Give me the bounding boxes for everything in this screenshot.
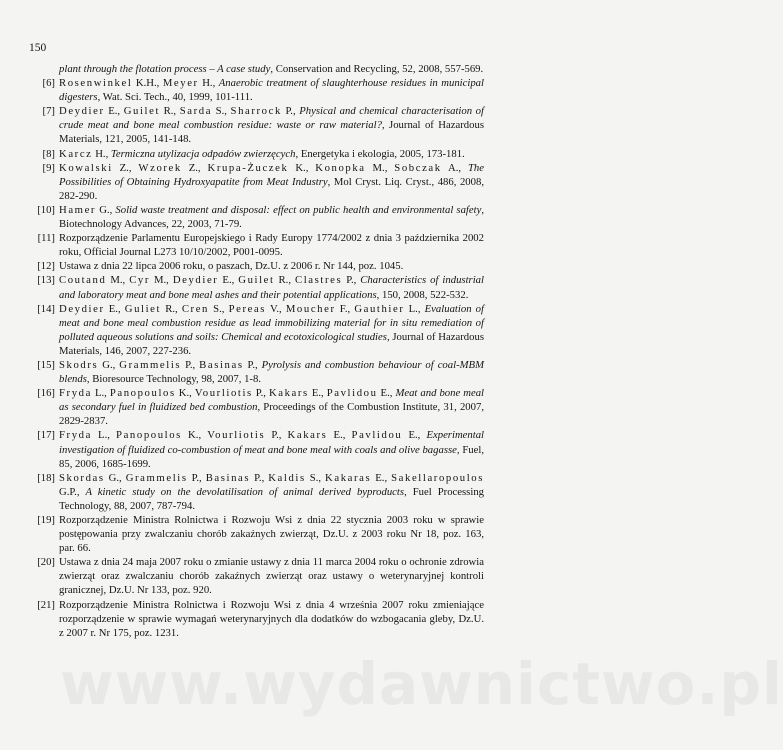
reference-text: E.,: [377, 387, 396, 400]
reference-entry: [29, 259, 484, 273]
reference-author: Gauthier: [354, 302, 405, 315]
reference-text: G.,: [104, 471, 126, 484]
reference-entry: [29, 471, 484, 513]
reference-text: Ustawa z dnia 22 lipca 2006 roku, o paszach, Dz.U. z 2006 r. Nr 144, poz. 1045.: [59, 260, 404, 273]
reference-text: E.,: [308, 387, 327, 400]
reference-author: Sakellaropoulos: [391, 471, 484, 484]
reference-text: , Bioresource Technology, 98, 2007, 1-8.: [86, 373, 261, 386]
reference-text: G.,: [98, 358, 120, 371]
reference-author: Kakars: [287, 429, 328, 442]
reference-text: M.,: [365, 161, 395, 174]
reference-text: R.,: [161, 302, 182, 315]
reference-text: , Biotechnology Advances, 22, 2003, 71-79.: [59, 203, 485, 231]
reference-text: H.,: [92, 147, 111, 160]
reference-text: V.,: [266, 302, 286, 315]
reference-author: Kaldis: [268, 471, 306, 484]
reference-text: , Journal of Hazardous Materials, 146, 2007, 227-236.: [59, 330, 484, 357]
reference-number: [16]: [37, 387, 55, 400]
reference-text: , Fuel Processing Technology, 88, 2007, 787-794.: [59, 485, 485, 512]
reference-author: Konopka: [315, 161, 366, 174]
reference-title: A kinetic study on the devolatilisation of animal derived byproducts: [85, 485, 405, 498]
reference-entry: [29, 231, 484, 259]
reference-text: R.,: [274, 274, 295, 287]
reference-text: Z.,: [112, 161, 139, 174]
reference-text: P.,: [181, 358, 200, 371]
reference-title: Experimental investigation of fluidized co-combustion of meat and bone meal with coals and olive bagasse: [59, 429, 485, 456]
reference-text: E.,: [371, 471, 392, 484]
reference-text: K.H.,: [132, 77, 163, 90]
reference-author: Grammelis: [119, 358, 182, 371]
reference-text: Rozporządzenie Ministra Rolnictwa i Rozwoju Wsi z dnia 4 września 2007 roku zmieniające rozporządzenie w sprawie wymagań weterynaryjnych dla dodatków do wzbogacania gleby, Dz.U. z 2007 r. Nr 175, poz. 1231.: [59, 598, 484, 639]
reference-author: Fryda: [59, 429, 92, 442]
reference-author: Rosenwinkel: [59, 77, 133, 90]
reference-entry: [29, 161, 484, 203]
reference-text: , Conservation and Recycling, 52, 2008, 557-569.: [270, 63, 484, 75]
reference-author: Basinas: [199, 358, 244, 371]
reference-number: [21]: [37, 598, 55, 611]
reference-entry: [29, 428, 484, 470]
reference-author: Krupa-Żuczek: [207, 161, 289, 174]
reference-entry: [29, 513, 484, 555]
reference-list: [29, 62, 484, 640]
reference-text: L.,: [404, 302, 425, 315]
reference-text: M.,: [106, 274, 130, 287]
reference-author: Wzorek: [138, 161, 182, 174]
reference-title: Anaerobic treatment of slaughterhouse residues in municipal digesters: [59, 77, 484, 104]
reference-title: Termiczna utylizacja odpadów zwierzęcych: [110, 147, 296, 160]
page-number: 150: [29, 42, 47, 54]
reference-author: Grammelis: [125, 471, 188, 484]
reference-author: Guliet: [124, 302, 162, 315]
reference-text: S.,: [305, 471, 326, 484]
reference-text: , Energetyka i ekologia, 2005, 173-181.: [295, 147, 465, 160]
watermark: www.wydawnictwo.pl: [60, 650, 783, 718]
reference-author: Guilet: [238, 274, 275, 287]
reference-entry: [29, 302, 484, 358]
reference-text: Ustawa z dnia 24 maja 2007 roku o zmianie ustawy z dnia 11 marca 2004 roku o ochronie zdrowia zwierząt oraz zwalczaniu chorób zakaźnych zwierząt oraz ustawy o weterynaryjnej kontroli granicznej, Dz.U. Nr 133, poz. 920.: [59, 556, 484, 597]
reference-author: Vourliotis: [194, 387, 253, 400]
reference-author: Guilet: [123, 105, 161, 118]
reference-number: [18]: [37, 471, 55, 484]
reference-entry: [29, 598, 484, 640]
reference-text: E.,: [104, 302, 125, 315]
reference-text: Rozporządzenie Parlamentu Europejskiego i Rady Europy 1774/2002 z dnia 3 października 2002 roku, Official Journal L273 10/10/2002, P001-0095.: [59, 232, 484, 259]
reference-author: Panopoulos: [116, 429, 182, 442]
reference-author: Basinas: [205, 471, 251, 484]
reference-entry: [29, 358, 484, 386]
reference-author: Coutand: [59, 274, 107, 287]
reference-number: [10]: [37, 203, 55, 216]
reference-number: [19]: [37, 514, 55, 526]
reference-title: Characteristics of industrial and laboratory meat and bone meal ashes and their potential applications: [59, 274, 484, 301]
reference-entry: [29, 147, 484, 161]
reference-number: [20]: [37, 556, 55, 569]
reference-entry: [29, 62, 484, 76]
reference-author: Sharrock: [230, 105, 282, 118]
reference-text: F.,: [335, 302, 355, 315]
reference-text: P.,: [342, 274, 361, 287]
reference-text: K.,: [288, 161, 316, 174]
reference-title: Physical and chemical characterisation of crude meat and bone meal combustion residue: waste or raw material?: [59, 105, 484, 132]
reference-author: Panopoulos: [109, 387, 176, 400]
reference-text: , 150, 2008, 522-532.: [376, 288, 469, 301]
reference-number: [9]: [42, 161, 55, 174]
reference-entry: [29, 104, 484, 146]
reference-entry: [29, 386, 484, 428]
reference-author: Pavlidou: [351, 429, 403, 442]
reference-title: Meat and bone meal as secondary fuel in fluidized bed combustion: [59, 387, 485, 414]
reference-author: Pavlidou: [326, 387, 378, 400]
reference-author: Deydier: [59, 302, 105, 315]
reference-text: S.,: [212, 105, 231, 118]
reference-author: Meyer: [162, 77, 199, 90]
reference-author: Clastres: [295, 274, 343, 287]
reference-author: Sobczak: [394, 161, 442, 174]
reference-text: E.,: [104, 105, 124, 118]
reference-text: L.,: [91, 387, 110, 400]
reference-author: Kakars: [268, 387, 309, 400]
reference-text: Rozporządzenie Ministra Rolnictwa i Rozwoju Wsi z dnia 22 stycznia 2003 roku w sprawie postępowania przy zwalczaniu chorób zakaźnych zwierząt, Dz.U. z 2003 roku Nr 18, poz. 163, par. 66.: [59, 514, 484, 555]
reference-entry: [29, 555, 484, 597]
reference-author: Karcz: [59, 147, 93, 160]
reference-title: Evaluation of meat and bone meal combustion residue as lead immobilizing material for in situ remediation of polluted aqueous solutions and soils: Chemical and ecotoxicological studies: [59, 302, 484, 343]
reference-author: Kowalski: [59, 161, 113, 174]
reference-text: P.,: [243, 358, 262, 371]
reference-number: [6]: [42, 77, 55, 90]
reference-text: , Wat. Sci. Tech., 40, 1999, 101-111.: [97, 91, 253, 104]
reference-author: Hamer: [59, 203, 97, 216]
reference-number: [15]: [37, 358, 55, 371]
reference-author: Sarda: [179, 105, 213, 118]
reference-text: K.,: [175, 387, 195, 400]
reference-text: , Proceedings of the Combustion Institute, 31, 2007, 2829-2837.: [59, 401, 484, 428]
reference-author: Deydier: [172, 274, 219, 287]
reference-text: , Journal of Hazardous Materials, 121, 2005, 141-148.: [59, 119, 484, 146]
reference-text: E.,: [218, 274, 239, 287]
reference-title: The Possibilities of Obtaining Hydroxyapatite from Meat Industry: [59, 161, 484, 188]
reference-text: , Fuel, 85, 2006, 1685-1699.: [59, 443, 484, 470]
reference-text: M.,: [150, 274, 173, 287]
reference-number: [13]: [37, 274, 55, 287]
reference-text: S.,: [209, 302, 229, 315]
reference-author: Skordas: [59, 471, 105, 484]
reference-text: R.,: [160, 105, 180, 118]
reference-author: Skodrs: [59, 358, 99, 371]
reference-author: Deydier: [59, 105, 105, 118]
reference-text: E.,: [402, 429, 427, 442]
reference-text: P.,: [252, 387, 269, 400]
reference-author: Vourliotis: [207, 429, 266, 442]
reference-text: P.,: [250, 471, 269, 484]
reference-author: Fryda: [59, 387, 92, 400]
reference-number: [7]: [42, 105, 55, 118]
reference-number: [11]: [37, 232, 55, 245]
reference-author: Cren: [181, 302, 210, 315]
reference-entry: [29, 273, 484, 301]
reference-author: Kakaras: [325, 471, 372, 484]
reference-author: Cyr: [129, 274, 151, 287]
reference-text: E.,: [327, 429, 352, 442]
reference-number: [12]: [37, 260, 55, 273]
reference-text: K.,: [181, 429, 208, 442]
reference-text: Z.,: [181, 161, 208, 174]
reference-text: G.P.,: [59, 485, 86, 498]
reference-text: P.,: [187, 471, 206, 484]
reference-text: L.,: [91, 429, 117, 442]
reference-title: Solid waste treatment and disposal: effect on public health and environmental safety: [115, 203, 482, 216]
reference-text: , Mol Cryst. Liq. Cryst., 486, 2008, 282-290.: [59, 175, 484, 202]
reference-number: [17]: [37, 429, 55, 442]
reference-title: Pyrolysis and combustion behaviour of coal-MBM blends: [59, 358, 484, 386]
reference-title: plant through the flotation process – A case study: [59, 63, 271, 75]
reference-number: [8]: [42, 147, 55, 160]
reference-entry: [29, 76, 484, 104]
reference-author: Pereas: [228, 302, 267, 315]
reference-text: H.,: [198, 77, 219, 90]
reference-text: A.,: [441, 161, 468, 174]
reference-text: G.,: [96, 203, 116, 216]
reference-number: [14]: [37, 302, 55, 315]
reference-entry: [29, 203, 484, 231]
reference-text: P.,: [281, 105, 300, 118]
reference-author: Moucher: [285, 302, 336, 315]
reference-text: P.,: [265, 429, 288, 442]
